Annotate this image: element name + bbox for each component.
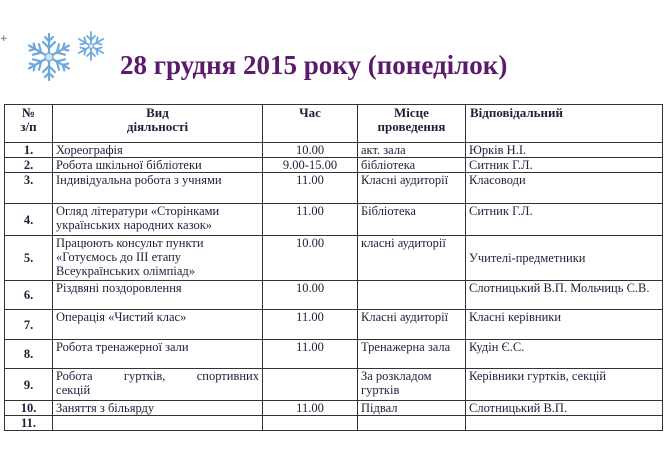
row-time: 11.00: [263, 204, 358, 236]
row-time: 10.00: [263, 281, 358, 310]
header-place-line2: проведення: [377, 119, 446, 134]
row-number: 2.: [5, 158, 53, 173]
row-time: 11.00: [263, 310, 358, 340]
row-activity: Індивідуальна робота з учнями: [53, 173, 263, 204]
row-place: акт. зала: [358, 143, 466, 158]
header-activity: [53, 105, 263, 143]
header-time: Час: [263, 105, 358, 143]
row-time: 11.00: [263, 401, 358, 416]
row-responsible: Класні керівники: [466, 310, 663, 340]
header-responsible: Відповідальний: [466, 105, 663, 143]
row-activity: Робота шкільної бібліотеки: [53, 158, 263, 173]
table-row: [5, 281, 663, 310]
row-place: За розкладом гуртків: [358, 369, 466, 401]
header-place: [358, 105, 466, 143]
row-place: Класні аудиторії: [358, 173, 466, 204]
snowflake-icon: [76, 30, 106, 62]
table-row: [5, 401, 663, 416]
table-row: [5, 158, 663, 173]
row-activity: Огляд літератури «Сторінками українських народних казок»: [53, 204, 263, 236]
row-place: класні аудиторії: [358, 236, 466, 281]
row-responsible: Кудін Є.С.: [466, 340, 663, 369]
row-number: 7.: [5, 310, 53, 340]
row-activity: Операція «Чистий клас»: [53, 310, 263, 340]
header-number-line1: №: [21, 105, 36, 120]
row-responsible: Слотницький В.П. Мольчиць С.В.: [466, 281, 663, 310]
snowflake-icon: [24, 31, 74, 83]
row-number: 5.: [5, 236, 53, 281]
header-activity-line1: Вид: [146, 105, 169, 120]
table-row: [5, 340, 663, 369]
table-anchor-mark: +: [0, 34, 8, 44]
row-time: 10.00: [263, 236, 358, 281]
row-activity: Хореографія: [53, 143, 263, 158]
row-time: 10.00: [263, 143, 358, 158]
row-number: 6.: [5, 281, 53, 310]
header-number: [5, 105, 53, 143]
table-row: [5, 204, 663, 236]
row-activity: Різдвяні поздоровлення: [53, 281, 263, 310]
row-responsible: Керівники гуртків, секцій: [466, 369, 663, 401]
table-row: [5, 416, 663, 431]
row-place: Підвал: [358, 401, 466, 416]
row-number: 8.: [5, 340, 53, 369]
header-place-line1: Місце: [394, 105, 429, 120]
row-responsible: Учителі-предметники: [466, 236, 663, 281]
row-activity: Робота тренажерної зали: [53, 340, 263, 369]
table-row: [5, 236, 663, 281]
row-responsible: Класоводи: [466, 173, 663, 204]
row-time: 11.00: [263, 340, 358, 369]
row-number: 10.: [5, 401, 53, 416]
row-responsible: Слотницький В.П.: [466, 401, 663, 416]
row-number: 11.: [5, 416, 53, 431]
row-time: 11.00: [263, 173, 358, 204]
header-activity-line2: діяльності: [126, 119, 189, 134]
table-row: [5, 310, 663, 340]
row-activity: Працюють консульт пункти «Готуємось до ІІІ етапу Всеукраїнських олімпіад»: [53, 236, 263, 281]
table-header-row: [5, 105, 663, 143]
table-row: [5, 173, 663, 204]
row-number: 4.: [5, 204, 53, 236]
row-responsible: Ситник Г.Л.: [466, 158, 663, 173]
row-place: Класні аудиторії: [358, 310, 466, 340]
row-time: [263, 369, 358, 401]
page-title: 28 грудня 2015 року (понеділок): [120, 50, 508, 80]
row-number: 3.: [5, 173, 53, 204]
row-time: [263, 416, 358, 431]
row-place: [358, 416, 466, 431]
schedule-table: [4, 104, 663, 431]
row-time: 9.00-15.00: [263, 158, 358, 173]
row-place: Тренажерна зала: [358, 340, 466, 369]
row-place: бібліотека: [358, 158, 466, 173]
header-number-line2: з/п: [20, 119, 37, 134]
row-activity: Робота гуртків, спортивних секцій: [53, 369, 263, 401]
row-responsible: Юрків Н.І.: [466, 143, 663, 158]
row-number: 1.: [5, 143, 53, 158]
table-row: [5, 369, 663, 401]
row-activity: [53, 416, 263, 431]
row-place: [358, 281, 466, 310]
row-responsible: [466, 416, 663, 431]
row-number: 9.: [5, 369, 53, 401]
row-place: Бібліотека: [358, 204, 466, 236]
row-responsible: Ситник Г.Л.: [466, 204, 663, 236]
row-activity: Заняття з більярду: [53, 401, 263, 416]
table-row: [5, 143, 663, 158]
